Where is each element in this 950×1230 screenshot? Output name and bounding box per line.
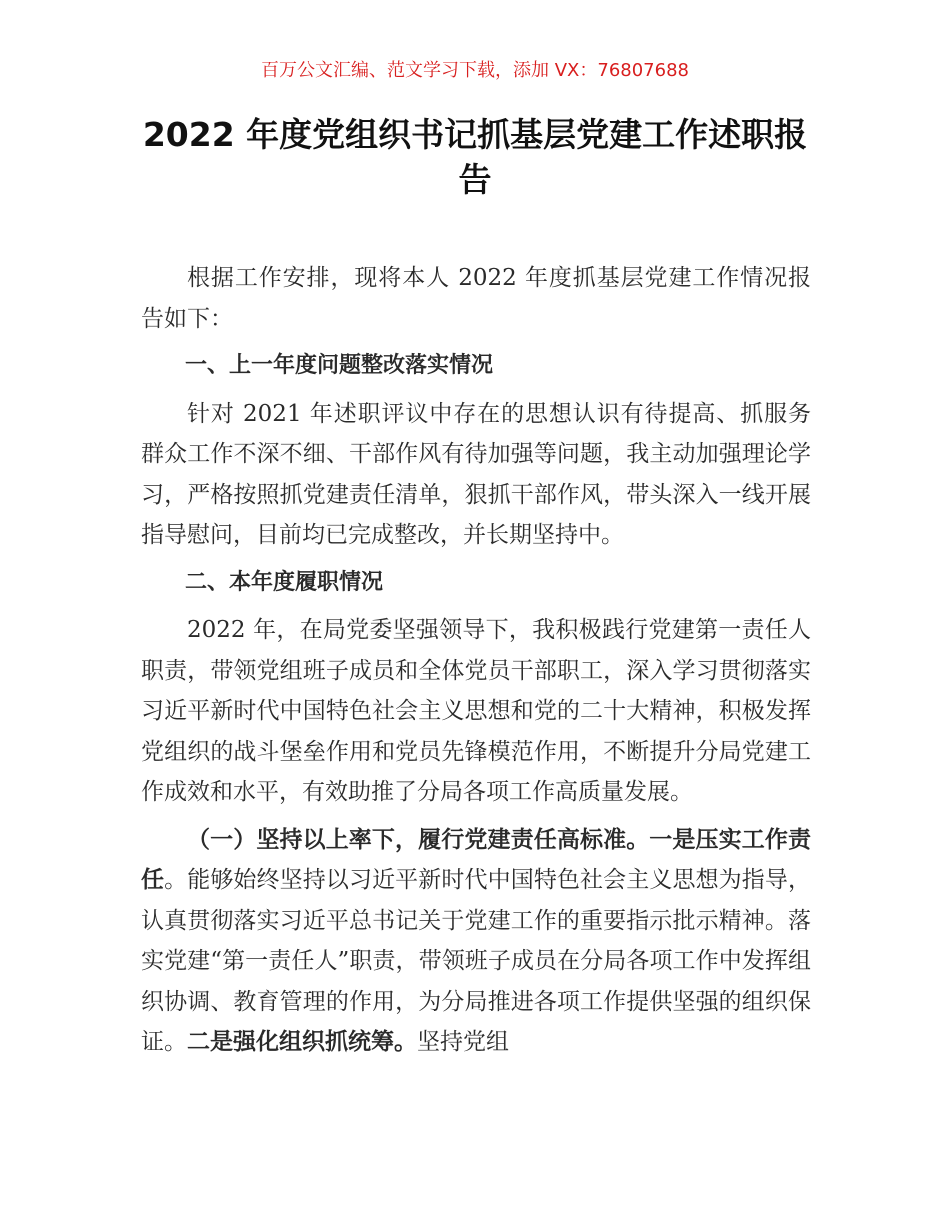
paragraph-rectification: 针对 2021 年述职评议中存在的思想认识有待提高、抓服务群众工作不深不细、干部作风有待加强等问题，我主动加强理论学习，严格按照抓党建责任清单，狠抓干部作风，带头深入一线开展指导慰问，目前均已完成整改，并长期坚持中。	[141, 400, 811, 548]
header-promo-note: 百万公文汇编、范文学习下载，添加 VX：76807688	[261, 60, 689, 81]
document-body	[141, 258, 811, 1070]
section-heading-2: 二、本年度履职情况	[185, 569, 384, 595]
text-coordination: 坚持党组	[417, 1029, 509, 1055]
text-responsibility: 。能够始终坚持以习近平新时代中国特色社会主义思想为指导，认真贯彻落实习近平总书记关于党建工作的重要指示批示精神。落实党建“第一责任人”职责，带领班子成员在分局各项工作中发挥组织协调、教育管理的作用，为分局推进各项工作提供坚强的组织保证。	[141, 867, 812, 1055]
document-title: 2022 年度党组织书记抓基层党建工作述职报告	[142, 115, 808, 199]
intro-paragraph: 根据工作安排，现将本人 2022 年度抓基层党建工作情况报告如下：	[141, 265, 811, 332]
subheading-coordination: 二是强化组织抓统筹。	[187, 1029, 417, 1055]
paragraph-duty-performance: 2022 年，在局党委坚强领导下，我积极践行党建第一责任人职责，带领党组班子成员和全体党员干部职工，深入学习贯彻落实习近平新时代中国特色社会主义思想和党的二十大精神，积极发挥党组织的战斗堡垒作用和党员先锋模范作用，不断提升分局党建工作成效和水平，有效助推了分局各项工作高质量发展。	[141, 617, 811, 805]
section-heading-1: 一、上一年度问题整改落实情况	[185, 353, 494, 378]
paragraph-responsibility	[141, 820, 811, 1063]
subheading-lead-by-example: （一）坚持以上率下，履行党建责任高标准。一是压实工作责任	[141, 826, 811, 893]
